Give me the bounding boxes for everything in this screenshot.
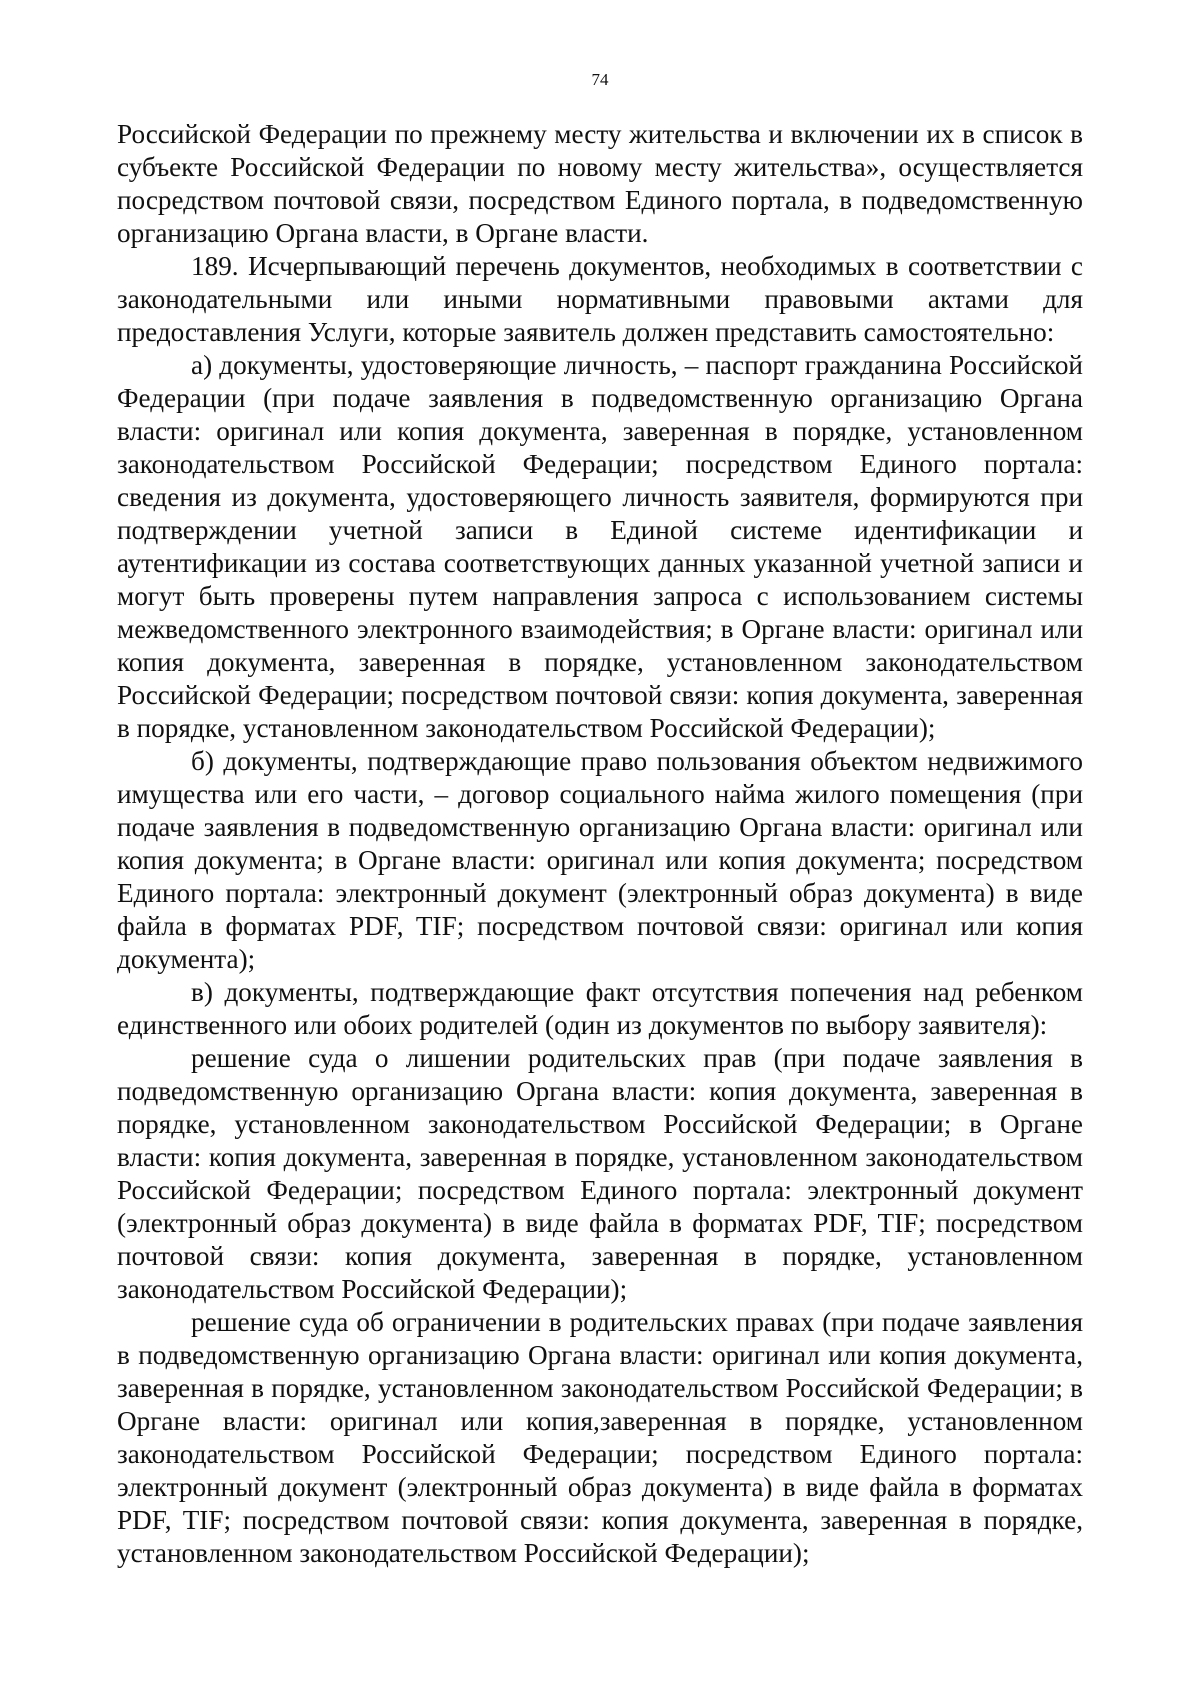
document-body bbox=[117, 118, 1083, 1570]
paragraph-court-restriction: решение суда об ограничении в родительских правах (при подаче заявления в подведомственную организацию Органа власти: оригинал или копия документа, заверенная в порядке, установленном законодательством Российской Федерации; в Органе власти: оригинал или копия,заверенная в порядке, установленном законодательством Российской Федерации; посредством Единого портала: электронный документ (электронный образ документа) в виде файла в форматах PDF, TIF; посредством почтовой связи: копия документа, заверенная в порядке, установленном законодательством Российской Федерации); bbox=[117, 1307, 1083, 1568]
paragraph-189: 189. Исчерпывающий перечень документов, необходимых в соответствии с законодательными или иными нормативными правовыми актами для предоставления Услуги, которые заявитель должен представить самостоятельно: bbox=[117, 251, 1083, 347]
paragraph-item-b: б) документы, подтверждающие право пользования объектом недвижимого имущества или его части, – договор социального найма жилого помещения (при подаче заявления в подведомственную организацию Органа власти: оригинал или копия документа; в Органе власти: оригинал или копия документа; посредством Единого портала: электронный документ (электронный образ документа) в виде файла в форматах PDF, TIF; посредством почтовой связи: оригинал или копия документа); bbox=[117, 746, 1083, 974]
page-number: 74 bbox=[591, 70, 609, 89]
paragraph-continuation: Российской Федерации по прежнему месту жительства и включении их в список в субъекте Российской Федерации по новому месту жительства», осуществляется посредством почтовой связи, посредством Единого портала, в подведомственную организацию Органа власти, в Органе власти. bbox=[117, 119, 1083, 248]
paragraph-court-deprivation: решение суда о лишении родительских прав (при подаче заявления в подведомственную организацию Органа власти: копия документа, заверенная в порядке, установленном законодательством Российской Федерации; в Органе власти: копия документа, заверенная в порядке, установленном законодательством Российской Федерации; посредством Единого портала: электронный документ (электронный образ документа) в виде файла в форматах PDF, TIF; посредством почтовой связи: копия документа, заверенная в порядке, установленном законодательством Российской Федерации); bbox=[117, 1043, 1083, 1304]
paragraph-item-a: а) документы, удостоверяющие личность, – паспорт гражданина Российской Федерации (при подаче заявления в подведомственную организацию Органа власти: оригинал или копия документа, заверенная в порядке, установленном законодательством Российской Федерации; посредством Единого портала: сведения из документа, удостоверяющего личность заявителя, формируются при подтверждении учетной записи в Единой системе идентификации и аутентификации из состава соответствующих данных указанной учетной записи и могут быть проверены путем направления запроса с использованием системы межведомственного электронного взаимодействия; в Органе власти: оригинал или копия документа, заверенная в порядке, установленном законодательством Российской Федерации; посредством почтовой связи: копия документа, заверенная в порядке, установленном законодательством Российской Федерации); bbox=[117, 350, 1083, 743]
paragraph-item-v: в) документы, подтверждающие факт отсутствия попечения над ребенком единственного или обоих родителей (один из документов по выбору заявителя): bbox=[117, 977, 1083, 1040]
